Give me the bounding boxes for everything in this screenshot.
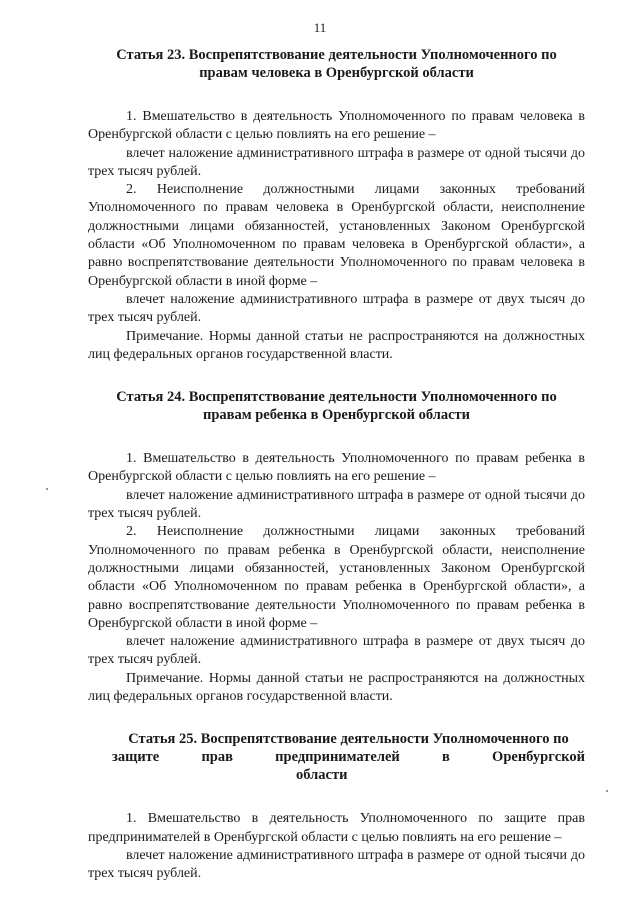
paragraph: 1. Вмешательство в деятельность Уполномоченного по защите прав предпринимателей в Оренбургской области с целью повлиять на его решение – xyxy=(88,811,585,845)
article-title xyxy=(88,46,585,82)
paragraph: 1. Вмешательство в деятельность Уполномоченного по правам человека в Оренбургской области с целью повлиять на его решение – xyxy=(88,109,585,143)
article-title-line: правам ребенка в Оренбургской области xyxy=(202,407,471,424)
paragraph: влечет наложение административного штрафа в размере от одной тысячи до трех тысяч рублей. xyxy=(88,145,585,179)
article-title-line: области xyxy=(296,767,348,784)
article-title xyxy=(88,730,585,784)
document-body xyxy=(88,46,585,908)
paragraph: 2. Неисполнение должностными лицами законных требований Уполномоченного по правам человека в Оренбургской области, неисполнение должностными лицами обязанностей, установленных Законом Оренбургской области «Об Уполномоченном по правам человека в Оренбургской области», а равно воспрепятствование деятельности Уполномоченного по правам человека в Оренбургской области в иной форме – xyxy=(88,182,585,289)
paragraph: влечет наложение административного штрафа в размере от одной тысячи до трех тысяч рублей. xyxy=(88,487,585,522)
scan-speck xyxy=(46,488,48,490)
note-paragraph: Примечание. Нормы данной статьи не распространяются на должностных лиц федеральных органов государственной власти. xyxy=(88,328,585,362)
paragraph: 2. Неисполнение должностными лицами законных требований Уполномоченного по правам ребенка в Оренбургской области, неисполнение должностными лицами обязанностей, установленных Законом Оренбургской области «Об Уполномоченном по правам ребенка в Оренбургской области», а равно воспрепятствование деятельности Уполномоченного по правам ребенка в Оренбургской области в иной форме – xyxy=(88,524,585,631)
article-title-line: защите прав предпринимателей в Оренбургской xyxy=(112,749,585,766)
paragraph: влечет наложение административного штрафа в размере от двух тысяч до трех тысяч рублей. xyxy=(88,291,585,326)
scan-speck xyxy=(606,790,608,792)
paragraph: влечет наложение административного штрафа в размере от двух тысяч до трех тысяч рублей. xyxy=(88,634,585,668)
page-number: 11 xyxy=(313,20,327,35)
article-title-line: Статья 25. Воспрепятствование деятельности Уполномоченного по xyxy=(128,731,569,748)
article-title-line: Статья 24. Воспрепятствование деятельности Уполномоченного по xyxy=(116,389,557,406)
paragraph: 1. Вмешательство в деятельность Уполномоченного по правам ребенка в Оренбургской области с целью повлиять на его решение – xyxy=(88,451,585,485)
article-title-line: правам человека в Оренбургской области xyxy=(199,65,474,81)
note-paragraph: Примечание. Нормы данной статьи не распространяются на должностных лиц федеральных органов государственной власти. xyxy=(88,670,585,705)
article-23 xyxy=(88,46,585,364)
article-24 xyxy=(88,388,585,706)
article-25 xyxy=(88,730,585,883)
article-title-line: Статья 23. Воспрепятствование деятельности Уполномоченного по xyxy=(116,47,557,63)
article-title xyxy=(88,388,585,424)
paragraph: влечет наложение административного штрафа в размере от одной тысячи до трех тысяч рублей. xyxy=(88,847,585,882)
